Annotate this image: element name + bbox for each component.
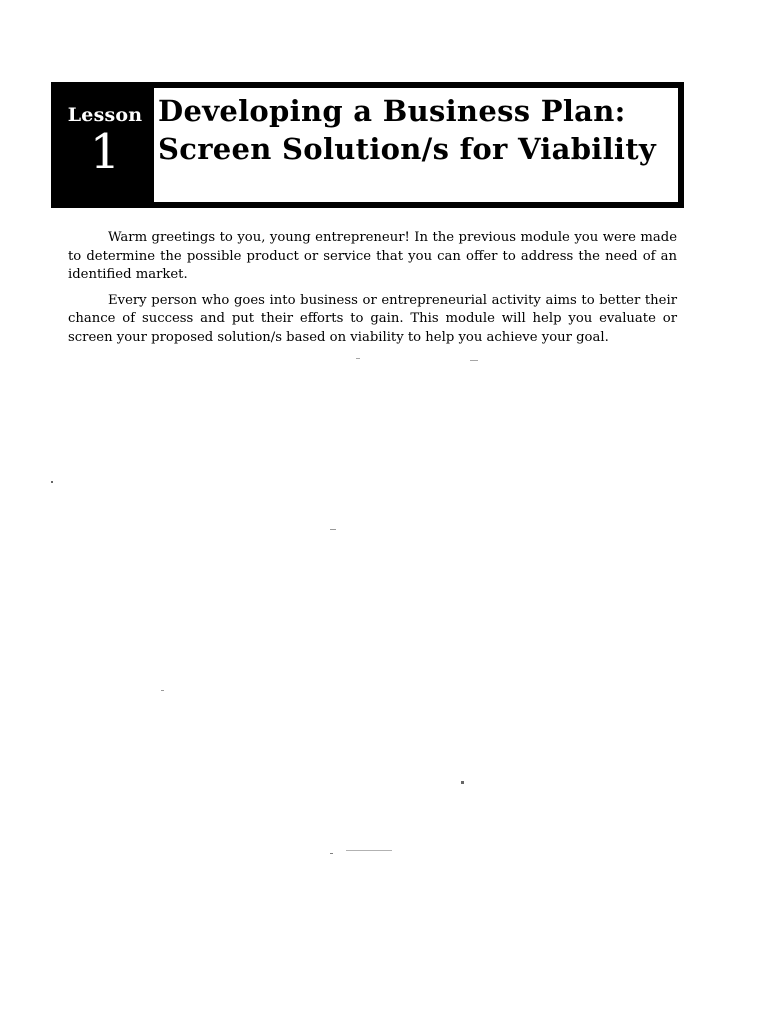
lesson-header: [51, 82, 684, 208]
body-text: [68, 229, 677, 354]
paragraph-intro: Warm greetings to you, young entrepreneur! In the previous module you were made to determine the possible product or service that you can offer to address the need of an identified market.: [68, 230, 677, 282]
lesson-number: 1: [89, 124, 121, 180]
scan-speck: [346, 850, 392, 851]
scan-speck: [161, 690, 164, 691]
paragraph-purpose: Every person who goes into business or entrepreneurial activity aims to better their chance of success and put their efforts to gain. This module will help you evaluate or screen your proposed solution/s based on viability to help you achieve your goal.: [68, 292, 677, 345]
scan-speck: [470, 360, 478, 361]
scan-speck: [51, 481, 53, 483]
scan-speck: [330, 853, 333, 854]
scan-speck: [356, 358, 360, 359]
lesson-badge: [57, 88, 153, 202]
lesson-label: Lesson: [67, 104, 143, 126]
scan-speck: [461, 781, 464, 784]
lesson-title: Developing a Business Plan: Screen Solution/s for Viability: [158, 94, 657, 166]
scan-speck: [330, 529, 336, 530]
lesson-title-box: [153, 87, 679, 203]
